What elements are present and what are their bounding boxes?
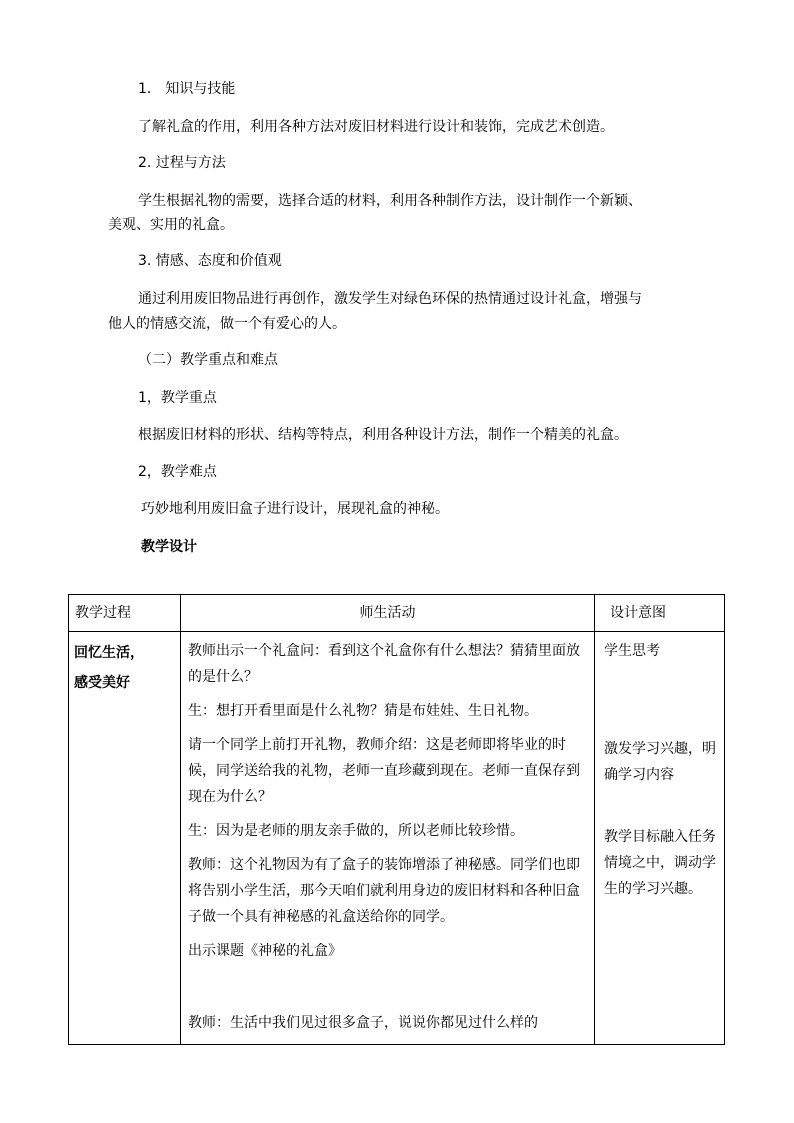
stage-cell (69, 632, 181, 1045)
intent-text: 学生思考 (604, 643, 660, 659)
intent-text: 激发学习兴趣，明确学习内容 (604, 741, 716, 783)
paragraph-knowledge: 了解礼盒的作用，利用各种方法对废旧材料进行设计和装饰，完成艺术创造。 (138, 119, 614, 135)
intent-text: 教学目标融入任务情境之中，调动学生的学习兴趣。 (604, 829, 716, 897)
intent-cell (595, 632, 725, 1045)
table-row (69, 632, 725, 1045)
header-cell-activities: 师生活动 (181, 595, 595, 632)
heading-process-method: 2. 过程与方法 (138, 155, 226, 171)
paragraph-difficult-points: 巧妙地利用废旧盒子进行设计，展现礼盒的神秘。 (141, 501, 449, 517)
paragraph-process-line2: 美观、实用的礼盒。 (108, 217, 234, 233)
activity-text: 教师出示一个礼盒问：看到这个礼盒你有什么想法？猜猜里面放的是什么？ (188, 643, 580, 685)
paragraph-process-line1: 学生根据礼物的需要，选择合适的材料，利用各种制作方法，设计制作一个新颖、 (138, 193, 642, 209)
heading-key-points: 1，教学重点 (138, 390, 217, 406)
heading-key-difficult: （二）教学重点和难点 (138, 352, 278, 368)
activity-text: 教师：这个礼物因为有了盒子的装饰增添了神秘感。同学们也即将告别小学生活，那今天咱们就利用身边的废旧材料和各种旧盒子做一个具有神秘感的礼盒送给你的同学。 (188, 857, 580, 925)
stage-label-line1: 回忆生活， (74, 645, 144, 661)
activity-text: 生：因为是老师的朋友亲手做的，所以老师比较珍惜。 (188, 823, 524, 839)
heading-teaching-design: 教学设计 (141, 539, 197, 555)
paragraph-emotion-line2: 他人的情感交流，做一个有爱心的人。 (108, 316, 346, 332)
header-cell-process: 教学过程 (69, 595, 181, 632)
teaching-design-table (68, 594, 725, 1045)
activity-text: 生：想打开看里面是什么礼物？猜是布娃娃、生日礼物。 (188, 703, 538, 719)
activity-text: 请一个同学上前打开礼物，教师介绍：这是老师即将毕业的时候，同学送给我的礼物，老师一直珍藏到现在。老师一直保存到现在为什么？ (188, 737, 580, 805)
paragraph-key-points: 根据废旧材料的形状、结构等特点，利用各种设计方法，制作一个精美的礼盒。 (138, 427, 628, 443)
stage-label-line2: 感受美好 (74, 675, 130, 691)
heading-difficult-points: 2，教学难点 (138, 464, 217, 480)
header-cell-intent: 设计意图 (595, 595, 725, 632)
paragraph-emotion-line1: 通过利用废旧物品进行再创作，激发学生对绿色环保的热情通过设计礼盒，增强与 (138, 291, 642, 307)
activity-text: 出示课题《神秘的礼盒》 (188, 943, 342, 959)
heading-knowledge-skills: 1． 知识与技能 (138, 81, 236, 97)
table-header-row (69, 595, 725, 632)
activity-text: 教师：生活中我们见过很多盒子，说说你都见过什么样的 (188, 1015, 538, 1031)
activities-cell (181, 632, 595, 1045)
heading-emotion-values: 3. 情感、态度和价值观 (138, 253, 282, 269)
